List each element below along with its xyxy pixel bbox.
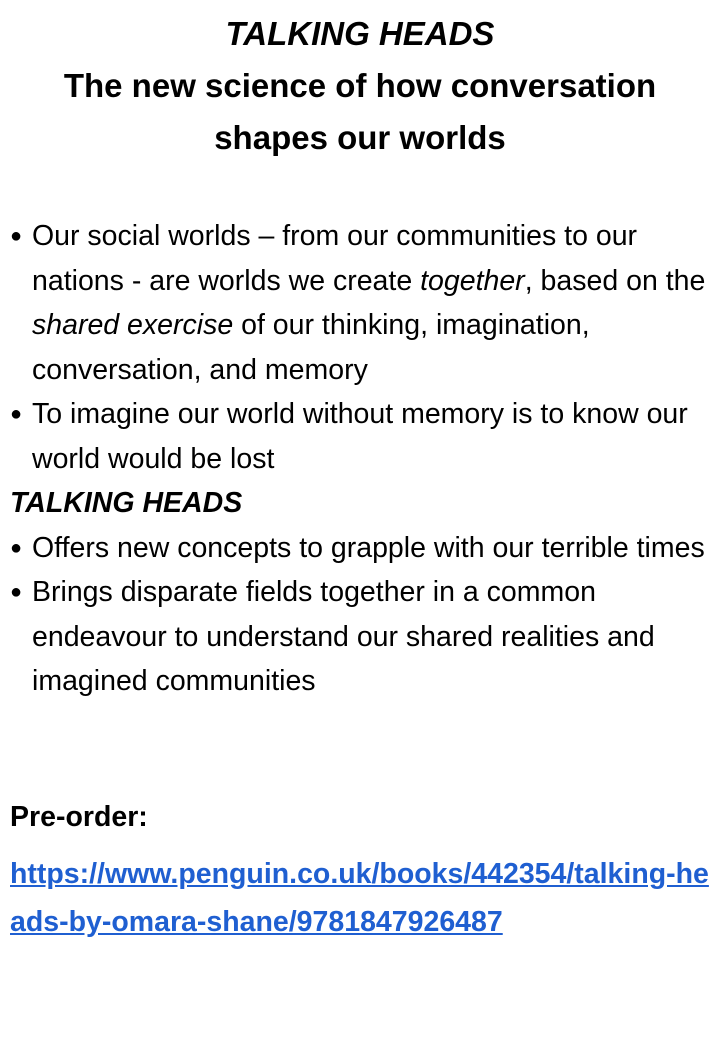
bullet-icon: ●: [10, 536, 23, 559]
bullet-text-pre: Our social worlds – from our communities to our nations - are worlds we create: [32, 220, 638, 297]
bullet-text: Brings disparate fields together in a common endeavour to understand our shared realities and imagined communities: [32, 576, 655, 697]
bullet-item: [10, 570, 715, 704]
book-title: TALKING HEADS: [225, 15, 495, 52]
preorder-label: Pre-order:: [10, 801, 148, 833]
bullet-text: Offers new concepts to grapple with our terrible times: [32, 531, 705, 564]
emphasis-together: together: [420, 264, 525, 297]
preorder-link[interactable]: https://www.penguin.co.uk/books/442354/talking-heads-by-omara-shane/9781847926487: [10, 858, 709, 938]
emphasis-shared-exercise: shared exercise: [32, 309, 234, 341]
bullet-icon: ●: [10, 403, 23, 425]
subtitle-line-2: shapes our worlds: [214, 119, 506, 156]
bullet-item: [10, 526, 715, 571]
title-block: [0, 8, 720, 164]
subheading: TALKING HEADS: [10, 487, 243, 519]
bullet-text-post: of our thinking, imagination, conversation, and memory: [32, 309, 590, 386]
bullet-icon: ●: [10, 581, 23, 603]
bullet-text: To imagine our world without memory is to know our world would be lost: [32, 398, 688, 475]
bullet-icon: ●: [10, 225, 23, 247]
bullet-text-mid: , based on the: [524, 264, 706, 297]
bullet-item: [10, 392, 715, 481]
body-text: [10, 214, 715, 704]
bullet-item: [10, 214, 715, 392]
subtitle-line-1: The new science of how conversation: [63, 67, 657, 104]
